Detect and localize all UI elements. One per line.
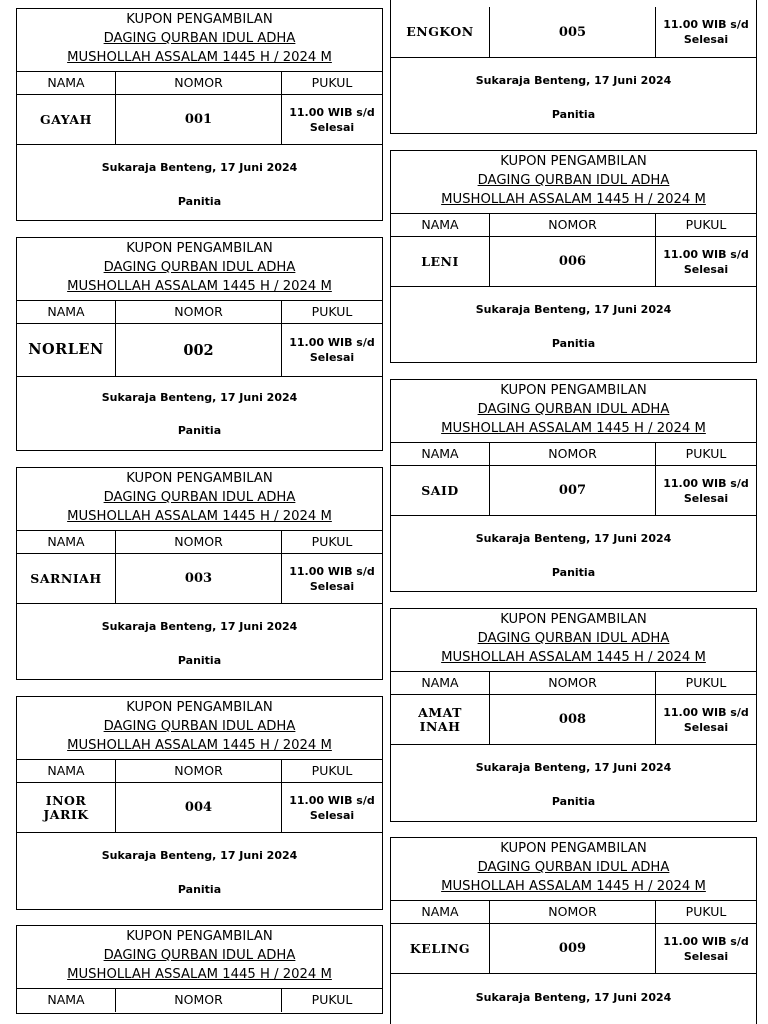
coupon-header bbox=[17, 468, 382, 531]
place-date: Sukaraja Benteng, 17 Juni 2024 bbox=[475, 74, 672, 87]
coupon-organizer: MUSHOLLAH ASSALAM 1445 H / 2024 M bbox=[67, 509, 332, 524]
pickup-time bbox=[656, 466, 756, 515]
signature: Panitia bbox=[177, 883, 222, 896]
column-headers bbox=[391, 443, 756, 466]
pickup-time bbox=[656, 695, 756, 744]
recipient-name: AMAT INAH bbox=[391, 695, 490, 744]
coupon-row bbox=[391, 466, 756, 516]
signature: Panitia bbox=[177, 195, 222, 208]
col-name-header: NAMA bbox=[17, 760, 116, 782]
recipient-name: GAYAH bbox=[17, 95, 116, 144]
pickup-time-start: 11.00 WIB s/d bbox=[663, 934, 749, 948]
pickup-time bbox=[656, 237, 756, 286]
pickup-time-end: Selesai bbox=[683, 262, 729, 276]
coupon-subtitle: DAGING QURBAN IDUL ADHA bbox=[103, 948, 296, 963]
coupon-number: 009 bbox=[490, 924, 656, 973]
coupon-subtitle: DAGING QURBAN IDUL ADHA bbox=[103, 719, 296, 734]
pickup-time bbox=[656, 7, 756, 57]
coupon-organizer: MUSHOLLAH ASSALAM 1445 H / 2024 M bbox=[441, 192, 706, 207]
pickup-time-start: 11.00 WIB s/d bbox=[663, 476, 749, 490]
recipient-name: SAID bbox=[391, 466, 490, 515]
coupon-title: KUPON PENGAMBILAN bbox=[126, 700, 273, 715]
pickup-time bbox=[282, 554, 382, 603]
pickup-time bbox=[282, 324, 382, 376]
col-number-header: NOMOR bbox=[116, 72, 282, 94]
coupon-005 bbox=[390, 0, 757, 134]
coupon-title: KUPON PENGAMBILAN bbox=[126, 929, 273, 944]
col-time-header: PUKUL bbox=[685, 217, 727, 232]
col-time-header: PUKUL bbox=[311, 763, 353, 778]
pickup-time-start: 11.00 WIB s/d bbox=[663, 247, 749, 261]
coupon-header bbox=[391, 838, 756, 901]
pickup-time-start: 11.00 WIB s/d bbox=[289, 105, 375, 119]
coupon-organizer: MUSHOLLAH ASSALAM 1445 H / 2024 M bbox=[67, 738, 332, 753]
signature: Panitia bbox=[177, 654, 222, 667]
coupon-row bbox=[391, 695, 756, 745]
coupon-footer bbox=[391, 58, 756, 122]
place-date: Sukaraja Benteng, 17 Juni 2024 bbox=[101, 620, 298, 633]
pickup-time-start: 11.00 WIB s/d bbox=[663, 705, 749, 719]
column-headers bbox=[17, 760, 382, 783]
coupon-title: KUPON PENGAMBILAN bbox=[126, 12, 273, 27]
coupon-footer bbox=[391, 287, 756, 351]
place-date: Sukaraja Benteng, 17 Juni 2024 bbox=[101, 161, 298, 174]
recipient-name: KELING bbox=[391, 924, 490, 973]
coupon-title: KUPON PENGAMBILAN bbox=[500, 841, 647, 856]
coupon-008 bbox=[390, 608, 757, 822]
recipient-name: NORLEN bbox=[17, 324, 116, 376]
coupon-header bbox=[17, 926, 382, 989]
place-date: Sukaraja Benteng, 17 Juni 2024 bbox=[475, 303, 672, 316]
recipient-name: INOR JARIK bbox=[17, 783, 116, 832]
coupon-organizer: MUSHOLLAH ASSALAM 1445 H / 2024 M bbox=[67, 967, 332, 982]
col-name-header: NAMA bbox=[17, 301, 116, 323]
pickup-time-start: 11.00 WIB s/d bbox=[289, 793, 375, 807]
coupon-001 bbox=[16, 8, 383, 221]
pickup-time-end: Selesai bbox=[309, 351, 355, 364]
column-headers bbox=[391, 214, 756, 237]
coupon-row bbox=[391, 924, 756, 974]
coupon-title: KUPON PENGAMBILAN bbox=[126, 471, 273, 486]
signature: Panitia bbox=[551, 108, 596, 121]
coupon-organizer: MUSHOLLAH ASSALAM 1445 H / 2024 M bbox=[441, 879, 706, 894]
coupon-subtitle: DAGING QURBAN IDUL ADHA bbox=[103, 31, 296, 46]
pickup-time-end: Selesai bbox=[309, 120, 355, 134]
col-number-header: NOMOR bbox=[116, 989, 282, 1012]
coupon-title: KUPON PENGAMBILAN bbox=[500, 383, 647, 398]
pickup-time-end: Selesai bbox=[309, 579, 355, 593]
coupon-007 bbox=[390, 379, 757, 592]
coupon-number: 001 bbox=[116, 95, 282, 144]
coupon-subtitle: DAGING QURBAN IDUL ADHA bbox=[103, 260, 296, 275]
coupon-row bbox=[17, 554, 382, 604]
coupon-organizer: MUSHOLLAH ASSALAM 1445 H / 2024 M bbox=[441, 650, 706, 665]
signature: Panitia bbox=[177, 424, 222, 437]
coupon-footer bbox=[17, 604, 382, 668]
coupon-title: KUPON PENGAMBILAN bbox=[126, 241, 273, 256]
coupon-organizer: MUSHOLLAH ASSALAM 1445 H / 2024 M bbox=[67, 50, 332, 65]
place-date: Sukaraja Benteng, 17 Juni 2024 bbox=[101, 391, 298, 404]
column-headers bbox=[17, 72, 382, 95]
col-number-header: NOMOR bbox=[490, 443, 656, 465]
coupon-006 bbox=[390, 150, 757, 363]
pickup-time-end: Selesai bbox=[683, 491, 729, 505]
col-name-header: NAMA bbox=[17, 72, 116, 94]
pickup-time-end: Selesai bbox=[683, 720, 729, 734]
coupon-row bbox=[17, 95, 382, 145]
pickup-time-start: 11.00 WIB s/d bbox=[663, 18, 749, 31]
col-time-header: PUKUL bbox=[311, 75, 353, 90]
pickup-time bbox=[282, 95, 382, 144]
col-name-header: NAMA bbox=[391, 443, 490, 465]
signature: Panitia bbox=[551, 566, 596, 579]
coupon-number: 004 bbox=[116, 783, 282, 832]
coupon-number: 002 bbox=[116, 324, 282, 376]
coupon-header bbox=[17, 9, 382, 72]
pickup-time bbox=[656, 924, 756, 973]
coupon-number: 007 bbox=[490, 466, 656, 515]
place-date: Sukaraja Benteng, 17 Juni 2024 bbox=[101, 849, 298, 862]
coupon-number: 008 bbox=[490, 695, 656, 744]
coupon-header bbox=[17, 697, 382, 760]
coupon-002 bbox=[16, 237, 383, 451]
col-time-header: PUKUL bbox=[311, 992, 353, 1007]
col-name-header: NAMA bbox=[17, 531, 116, 553]
pickup-time bbox=[282, 783, 382, 832]
column-headers bbox=[17, 301, 382, 324]
coupon-footer bbox=[391, 974, 756, 1006]
col-time-header: PUKUL bbox=[685, 446, 727, 461]
col-number-header: NOMOR bbox=[116, 760, 282, 782]
coupon-number: 003 bbox=[116, 554, 282, 603]
coupon-footer bbox=[17, 833, 382, 897]
coupon-subtitle: DAGING QURBAN IDUL ADHA bbox=[103, 490, 296, 505]
col-time-header: PUKUL bbox=[685, 675, 727, 690]
coupon-partial bbox=[16, 925, 383, 1014]
pickup-time-start: 11.00 WIB s/d bbox=[289, 336, 375, 349]
col-number-header: NOMOR bbox=[116, 301, 282, 323]
col-number-header: NOMOR bbox=[490, 901, 656, 923]
coupon-header bbox=[391, 609, 756, 672]
col-name-header: NAMA bbox=[391, 214, 490, 236]
coupon-organizer: MUSHOLLAH ASSALAM 1445 H / 2024 M bbox=[67, 279, 332, 294]
coupon-subtitle: DAGING QURBAN IDUL ADHA bbox=[477, 173, 670, 188]
coupon-subtitle: DAGING QURBAN IDUL ADHA bbox=[477, 860, 670, 875]
coupon-003 bbox=[16, 467, 383, 680]
col-name-header: NAMA bbox=[17, 989, 116, 1012]
coupon-title: KUPON PENGAMBILAN bbox=[500, 154, 647, 169]
coupon-footer bbox=[17, 377, 382, 438]
coupon-header bbox=[17, 238, 382, 301]
col-name-header: NAMA bbox=[391, 672, 490, 694]
coupon-title: KUPON PENGAMBILAN bbox=[500, 612, 647, 627]
coupon-number: 006 bbox=[490, 237, 656, 286]
coupon-row bbox=[17, 783, 382, 833]
column-headers bbox=[17, 989, 382, 1012]
signature: Panitia bbox=[551, 795, 596, 808]
column-headers bbox=[17, 531, 382, 554]
col-number-header: NOMOR bbox=[116, 531, 282, 553]
pickup-time-end: Selesai bbox=[683, 33, 729, 46]
signature: Panitia bbox=[551, 337, 596, 350]
coupon-number: 005 bbox=[490, 7, 656, 57]
col-time-header: PUKUL bbox=[311, 534, 353, 549]
pickup-time-end: Selesai bbox=[309, 808, 355, 822]
place-date: Sukaraja Benteng, 17 Juni 2024 bbox=[475, 532, 672, 545]
pickup-time-end: Selesai bbox=[683, 949, 729, 963]
recipient-name: LENI bbox=[391, 237, 490, 286]
col-name-header: NAMA bbox=[391, 901, 490, 923]
coupon-header bbox=[391, 151, 756, 214]
coupon-row bbox=[391, 0, 756, 58]
col-number-header: NOMOR bbox=[490, 672, 656, 694]
coupon-009 bbox=[390, 837, 757, 1024]
place-date: Sukaraja Benteng, 17 Juni 2024 bbox=[475, 761, 672, 774]
col-time-header: PUKUL bbox=[685, 904, 727, 919]
pickup-time-start: 11.00 WIB s/d bbox=[289, 564, 375, 578]
coupon-row bbox=[391, 237, 756, 287]
coupon-004 bbox=[16, 696, 383, 910]
col-time-header: PUKUL bbox=[311, 304, 353, 319]
coupon-footer bbox=[391, 516, 756, 580]
column-headers bbox=[391, 672, 756, 695]
coupon-organizer: MUSHOLLAH ASSALAM 1445 H / 2024 M bbox=[441, 421, 706, 436]
coupon-row bbox=[17, 324, 382, 377]
coupon-footer bbox=[17, 145, 382, 209]
recipient-name: SARNIAH bbox=[17, 554, 116, 603]
coupon-footer bbox=[391, 745, 756, 809]
coupon-subtitle: DAGING QURBAN IDUL ADHA bbox=[477, 402, 670, 417]
coupon-subtitle: DAGING QURBAN IDUL ADHA bbox=[477, 631, 670, 646]
recipient-name: ENGKON bbox=[391, 7, 490, 57]
column-headers bbox=[391, 901, 756, 924]
col-number-header: NOMOR bbox=[490, 214, 656, 236]
place-date: Sukaraja Benteng, 17 Juni 2024 bbox=[475, 991, 672, 1004]
coupon-header bbox=[391, 380, 756, 443]
